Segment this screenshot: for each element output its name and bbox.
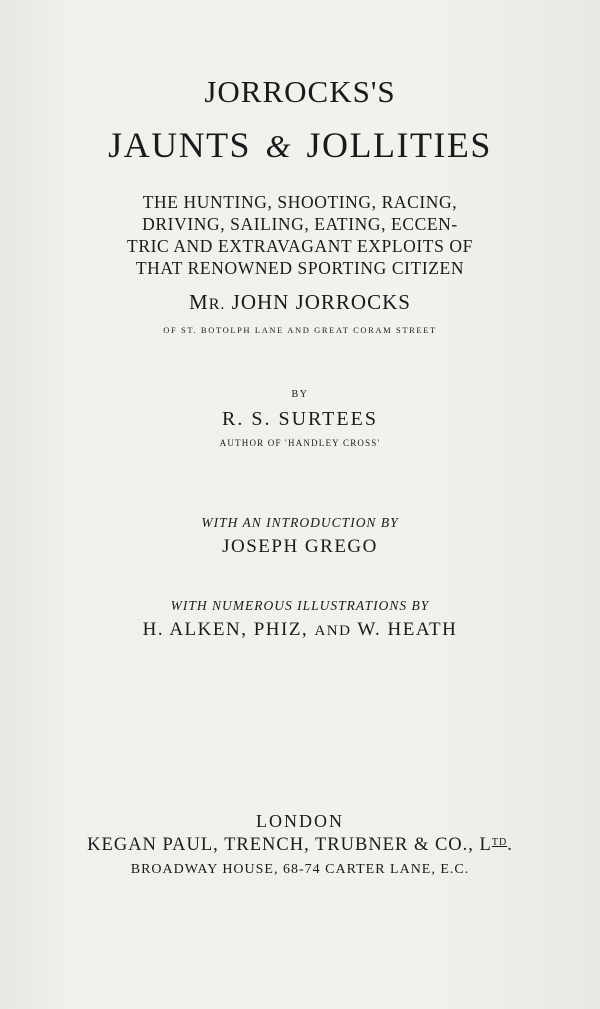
imprint-publisher-sup: TD [491, 837, 508, 848]
imprint-publisher-end: . [507, 835, 513, 855]
imprint-publisher-name: KEGAN PAUL, TRENCH, TRUBNER & CO., L [87, 835, 492, 855]
illustrators-last: W. HEATH [357, 619, 458, 640]
imprint-address: BROADWAY HOUSE, 68-74 CARTER LANE, E.C. [130, 862, 470, 877]
subject-full-name: JOHN JORROCKS [231, 290, 411, 314]
imprint-publisher [0, 835, 600, 856]
illustrators-and: AND [314, 623, 352, 639]
subtitle-line-4: THAT RENOWNED SPORTING CITIZEN [135, 258, 465, 278]
subject-address: OF ST. BOTOLPH LANE AND GREAT CORAM STREET [163, 325, 437, 335]
subtitle-line-3: TRIC AND EXTRAVAGANT EXPLOITS OF [127, 236, 473, 256]
book-title-line2 [0, 124, 600, 166]
introduction-name: JOSEPH GREGO [222, 536, 378, 557]
imprint-city: LONDON [256, 811, 344, 831]
author-credit: AUTHOR OF 'HANDLEY CROSS' [219, 438, 381, 448]
book-title-line1: JORROCKS'S [204, 74, 396, 109]
book-title-word-jaunts: JAUNTS [108, 125, 252, 165]
book-title-word-jollities: JOLLITIES [306, 125, 492, 165]
book-title-ampersand: & [265, 128, 292, 164]
subject-prefix-rest: R. [208, 296, 226, 313]
subtitle-line-1: THE HUNTING, SHOOTING, RACING, [142, 192, 458, 212]
introduction-label: WITH AN INTRODUCTION BY [201, 515, 399, 530]
subtitle-line-2: DRIVING, SAILING, EATING, ECCEN- [142, 214, 458, 234]
author-name: R. S. SURTEES [222, 408, 378, 430]
illustrators [0, 619, 600, 641]
subject-name [0, 290, 600, 315]
by-label: BY [291, 389, 309, 400]
subject-prefix-initial: M [189, 290, 209, 314]
illustrations-label: WITH NUMEROUS ILLUSTRATIONS BY [170, 598, 430, 613]
illustrators-first: H. ALKEN, PHIZ, [142, 619, 309, 640]
